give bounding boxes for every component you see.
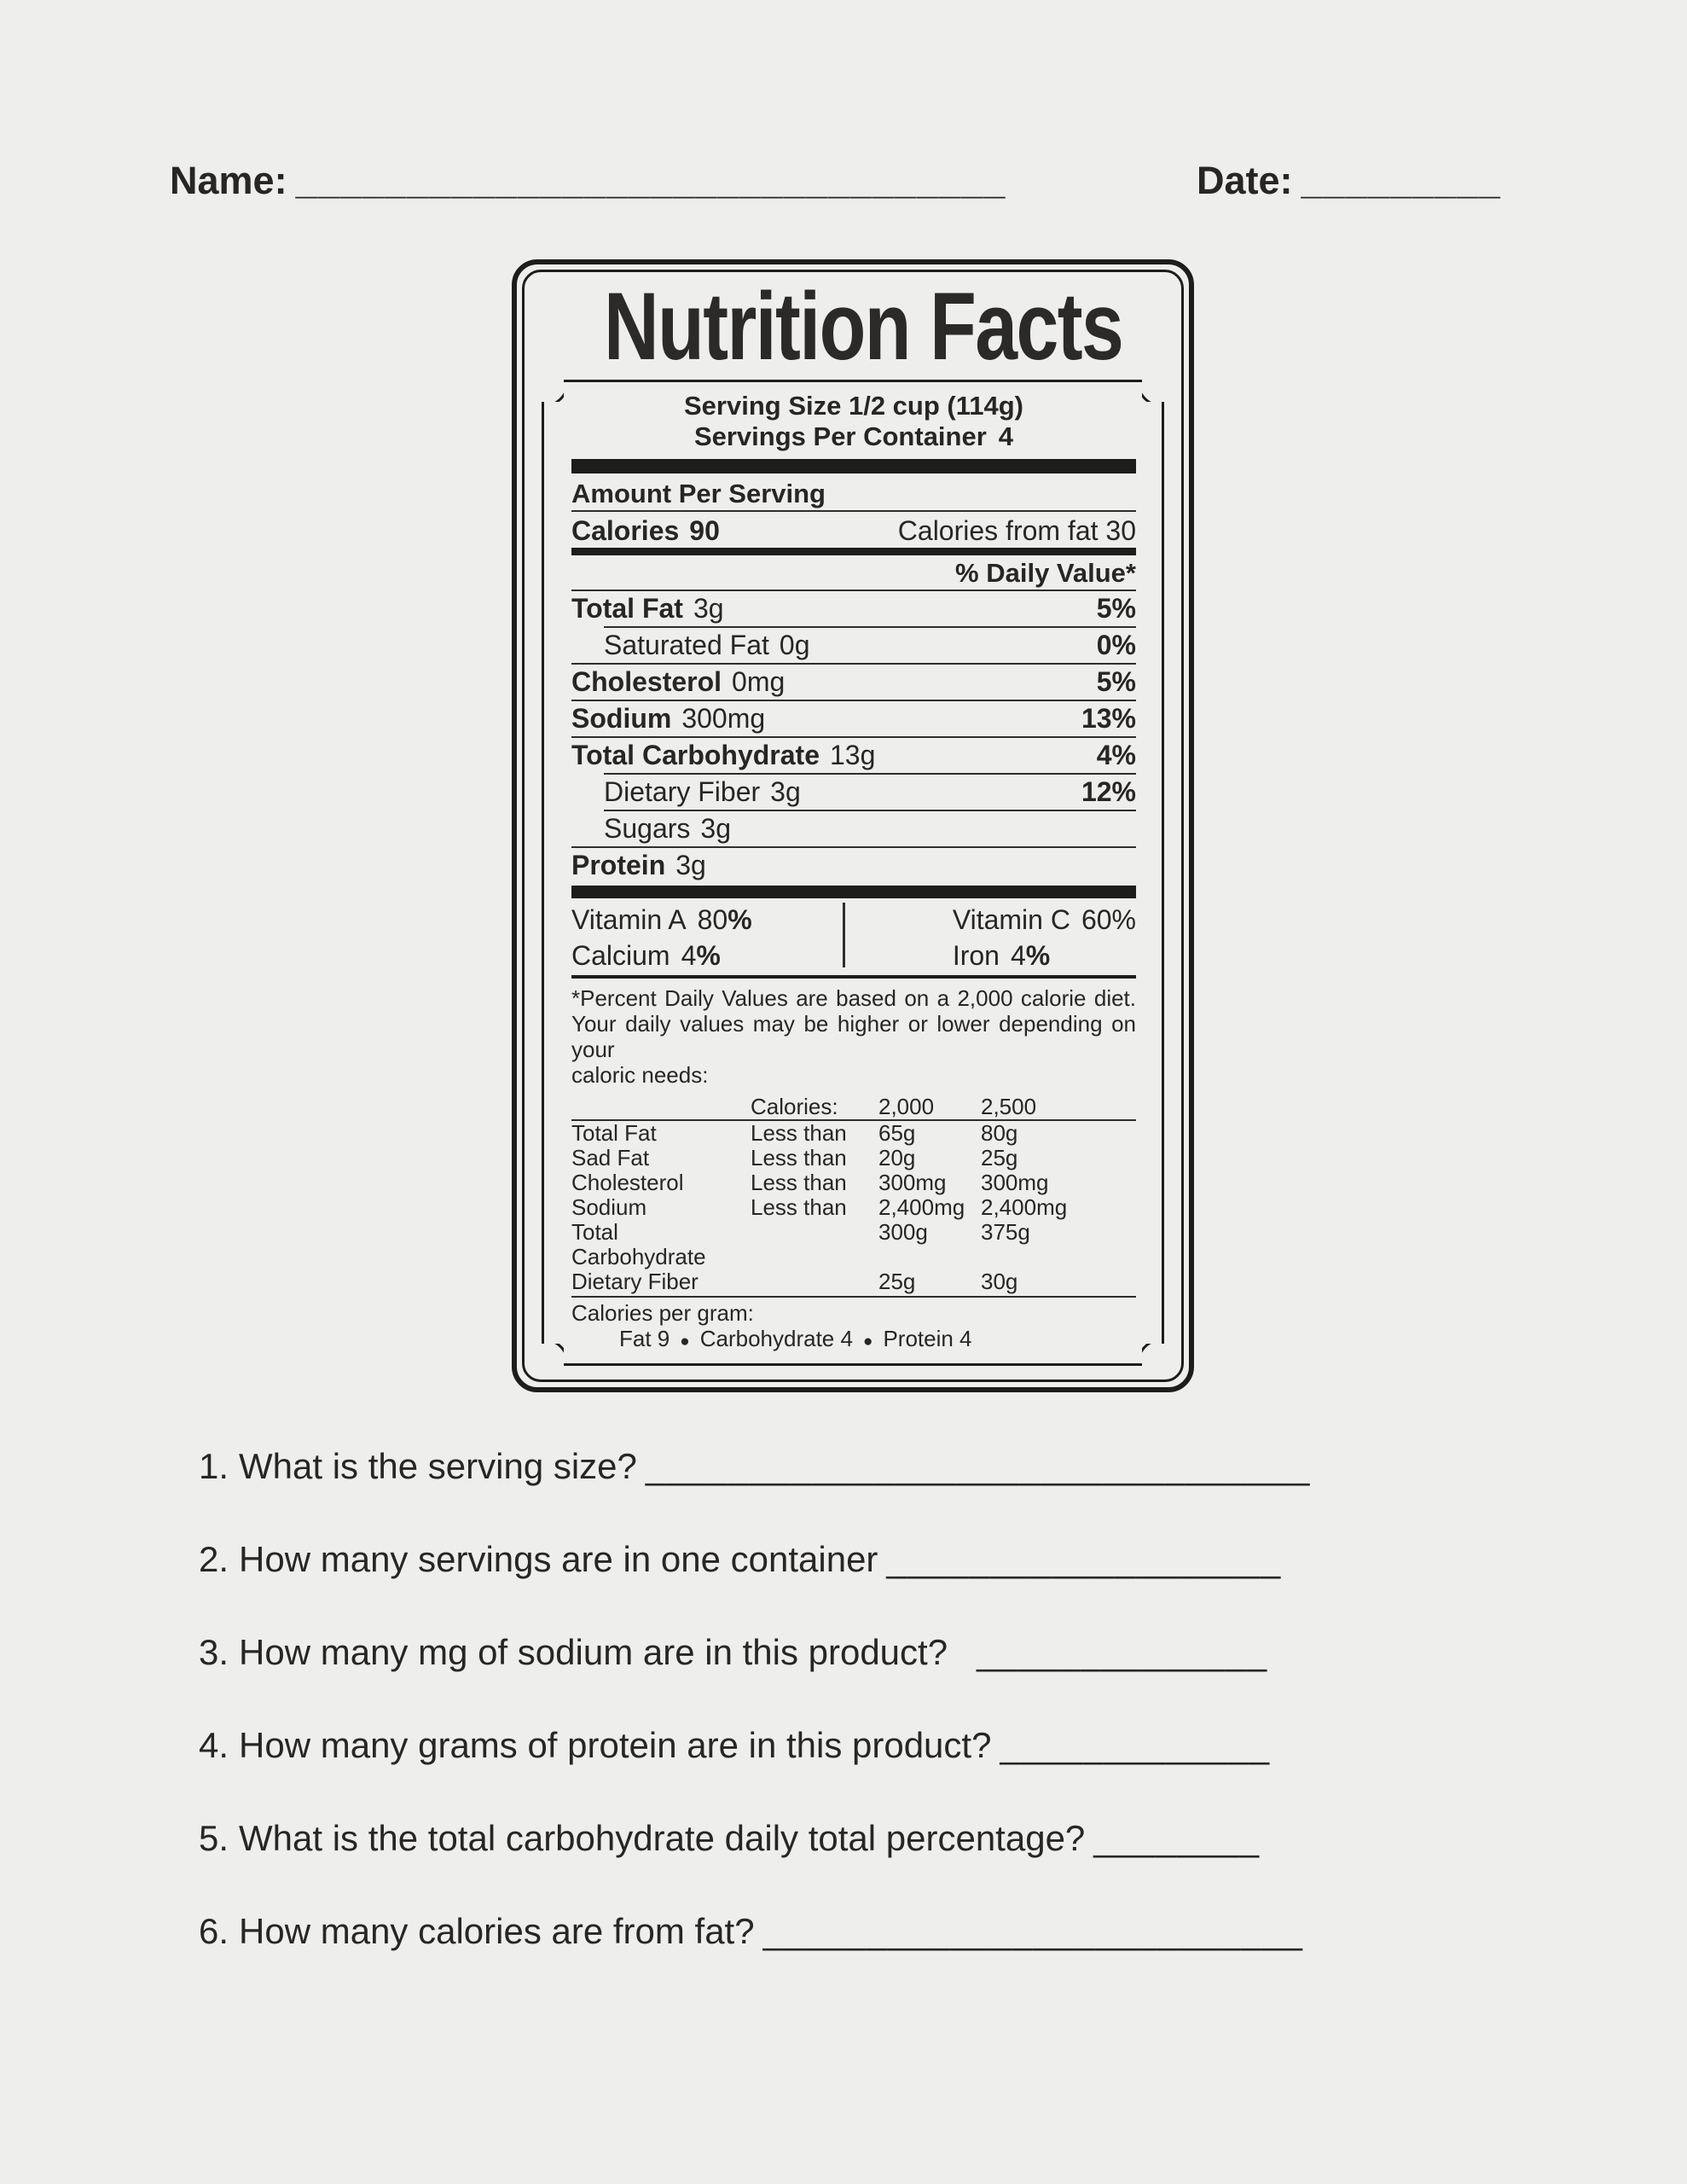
cpg-fat: Fat 9 — [619, 1326, 670, 1351]
table-row — [571, 1121, 1136, 1146]
table-cell: Less than — [751, 1145, 847, 1170]
table-cell: 300mg — [981, 1170, 1049, 1195]
label-inner-border — [522, 270, 1184, 1382]
name-label: Name: — [170, 159, 287, 202]
nutrient-amount: 0g — [779, 630, 810, 660]
question-text: How many mg of sodium are in this product? — [239, 1632, 948, 1672]
question-4 — [199, 1724, 1310, 1767]
table-cell: Less than — [751, 1194, 847, 1220]
questions-list — [199, 1445, 1310, 2003]
table-row — [571, 1170, 1136, 1195]
question-number: 6. — [199, 1911, 229, 1951]
nutrient-name: Protein — [571, 850, 666, 880]
table-cell — [751, 1220, 878, 1269]
nutrient-row-total-fat — [571, 591, 1136, 626]
nutrient-amount: 3g — [675, 850, 706, 880]
vitamin-name: Vitamin C — [952, 904, 1070, 935]
bullet-icon: ● — [862, 1333, 873, 1350]
question-text: What is the total carbohydrate daily total percentage? — [239, 1818, 1086, 1858]
question-5 — [199, 1817, 1310, 1860]
table-row — [571, 1220, 1136, 1269]
table-cell — [751, 1269, 878, 1294]
nutrient-name: Dietary Fiber — [604, 776, 761, 807]
nutrient-row-cholesterol — [571, 663, 1136, 700]
nutrient-amount: 300mg — [681, 703, 766, 734]
daily-value-header: % Daily Value* — [571, 555, 1136, 591]
table-cell: Sad Fat — [571, 1145, 650, 1170]
percent-sign: % — [696, 940, 721, 971]
thick-separator-top — [571, 459, 1136, 473]
question-text: How many servings are in one container — [239, 1539, 878, 1579]
table-cell: 300mg — [878, 1170, 947, 1195]
header-cell — [571, 1095, 751, 1119]
nutrient-daily-value: 12% — [1081, 776, 1136, 807]
corner-notch-bottom-left — [542, 1344, 564, 1366]
corner-notch-top-right — [1142, 380, 1164, 402]
nutrient-name: Sugars — [604, 813, 691, 844]
nutrient-daily-value: 4% — [1096, 740, 1136, 770]
question-2 — [199, 1538, 1310, 1581]
question-number: 2. — [199, 1539, 229, 1579]
label-panel — [542, 380, 1164, 1366]
answer-blank: ________ — [1093, 1818, 1261, 1858]
nutrient-name: Saturated Fat — [604, 630, 769, 660]
nutrient-row-total-carbohydrate — [571, 736, 1136, 773]
amount-per-serving-heading: Amount Per Serving — [571, 473, 1136, 512]
vitamin-name: Calcium — [571, 940, 670, 971]
question-text: How many calories are from fat? — [239, 1911, 755, 1951]
nutrient-row-sodium — [571, 700, 1136, 736]
nutrient-amount: 0mg — [732, 666, 786, 697]
table-cell: 25g — [878, 1269, 916, 1294]
nutrient-row-saturated-fat — [604, 626, 1136, 663]
table-cell: 2,400mg — [878, 1194, 965, 1220]
nutrient-daily-value: 13% — [1081, 703, 1136, 734]
question-text: What is the serving size? — [239, 1446, 637, 1486]
question-number: 4. — [199, 1725, 229, 1765]
header-cell-2500: 2,500 — [981, 1094, 1037, 1119]
reference-table — [571, 1088, 1136, 1294]
vitamin-value: 4 — [1010, 940, 1026, 971]
table-cell: 375g — [981, 1219, 1030, 1245]
calories-from-fat: Calories from fat 30 — [897, 515, 1136, 546]
header-cell-calories: Calories: — [751, 1094, 838, 1119]
table-cell: 20g — [878, 1145, 916, 1170]
nutrient-amount: 3g — [770, 776, 801, 807]
table-cell: Total Fat — [571, 1120, 657, 1146]
percent-sign: % — [1111, 904, 1136, 935]
nutrient-name: Total Fat — [571, 593, 683, 624]
percent-sign: % — [728, 904, 752, 935]
footnote-line: caloric needs: — [571, 1062, 709, 1088]
table-row — [571, 1146, 1136, 1170]
question-6 — [199, 1910, 1310, 1953]
label-title: Nutrition Facts — [604, 273, 1123, 380]
table-cell: Less than — [751, 1120, 847, 1146]
thick-separator-protein — [571, 886, 1136, 898]
table-header-row — [571, 1095, 1136, 1121]
vitamin-value: 4 — [681, 940, 697, 971]
cpg-carbohydrate: Carbohydrate 4 — [699, 1326, 853, 1351]
footnote-line: *Percent Daily Values are based on a 2,000 calorie diet. — [571, 985, 1136, 1011]
question-1 — [199, 1445, 1310, 1488]
medium-separator-calories — [571, 548, 1136, 555]
nutrition-facts-label — [512, 259, 1194, 1392]
date-blank-line: _________ — [1301, 159, 1501, 202]
iron — [833, 938, 1136, 973]
servings-per-container-value: 4 — [998, 421, 1014, 451]
name-blank-line: ________________________________ — [295, 159, 1006, 202]
table-cell: 25g — [981, 1145, 1018, 1170]
nutrient-row-sugars — [604, 810, 1136, 846]
nutrient-daily-value: 0% — [1096, 630, 1136, 660]
table-cell: Sodium — [571, 1194, 647, 1220]
calories-value: 90 — [689, 515, 720, 546]
calcium — [571, 938, 833, 973]
servings-per-container-label: Servings Per Container — [693, 421, 987, 451]
table-cell: 2,400mg — [981, 1194, 1068, 1220]
nutrient-daily-value: 5% — [1096, 666, 1136, 697]
nutrient-row-dietary-fiber — [604, 773, 1136, 810]
calories-per-gram-label: Calories per gram: — [571, 1300, 754, 1326]
calories-per-gram-items — [571, 1326, 1136, 1355]
nutrient-amount: 3g — [693, 593, 724, 624]
answer-blank: __________________________ — [762, 1911, 1303, 1951]
question-text: How many grams of protein are in this product? — [239, 1725, 992, 1765]
table-cell: Dietary Fiber — [571, 1269, 699, 1294]
daily-value-footnote — [571, 979, 1136, 1088]
vitamin-c — [833, 902, 1136, 938]
vitamin-a — [571, 902, 833, 938]
table-cell: 300g — [878, 1219, 928, 1245]
question-number: 5. — [199, 1818, 229, 1858]
bullet-icon: ● — [680, 1333, 690, 1350]
header-cell-2000: 2,000 — [878, 1094, 935, 1119]
calories-per-gram-block — [571, 1296, 1136, 1355]
answer-blank: ___________________ — [886, 1539, 1282, 1579]
corner-notch-top-left — [542, 380, 564, 402]
nutrient-name: Sodium — [571, 703, 672, 734]
cpg-protein: Protein 4 — [883, 1326, 972, 1351]
table-cell: 65g — [878, 1120, 916, 1146]
nutrient-amount: 13g — [830, 740, 876, 770]
date-field-row — [1197, 159, 1501, 203]
nutrient-name: Total Carbohydrate — [571, 740, 820, 770]
table-cell: 30g — [981, 1269, 1018, 1294]
percent-sign: % — [1025, 940, 1051, 971]
corner-notch-bottom-right — [1142, 1344, 1164, 1366]
calories-row — [571, 512, 1136, 548]
vitamin-value: 60 — [1081, 904, 1112, 935]
question-number: 1. — [199, 1446, 229, 1486]
question-number: 3. — [199, 1632, 229, 1672]
question-3 — [199, 1631, 1310, 1674]
name-field-row — [170, 159, 1006, 203]
table-row — [571, 1195, 1136, 1220]
serving-size-line: Serving Size 1/2 cup (114g) — [684, 391, 1023, 421]
answer-blank: ______________ — [977, 1632, 1268, 1672]
nutrient-daily-value: 5% — [1096, 593, 1136, 624]
vitamins-grid — [571, 898, 1136, 979]
servings-per-container-line — [571, 421, 1136, 452]
answer-blank: ________________________________ — [645, 1446, 1311, 1486]
table-cell: Less than — [751, 1170, 847, 1195]
footnote-line: Your daily values may be higher or lower depending on your — [571, 1011, 1136, 1062]
calories-label: Calories — [571, 515, 680, 546]
date-label: Date: — [1197, 159, 1293, 202]
answer-blank: _____________ — [1000, 1725, 1271, 1765]
vitamin-value: 80 — [697, 904, 728, 935]
vitamin-name: Iron — [952, 940, 1000, 971]
table-cell: Cholesterol — [571, 1170, 684, 1195]
nutrient-row-protein — [571, 846, 1136, 883]
nutrient-name: Cholesterol — [571, 666, 722, 697]
table-cell: Total Carbohydrate — [571, 1219, 706, 1269]
vitamin-name: Vitamin A — [571, 904, 687, 935]
nutrient-amount: 3g — [700, 813, 731, 844]
table-cell: 80g — [981, 1120, 1018, 1146]
table-row — [571, 1269, 1136, 1294]
